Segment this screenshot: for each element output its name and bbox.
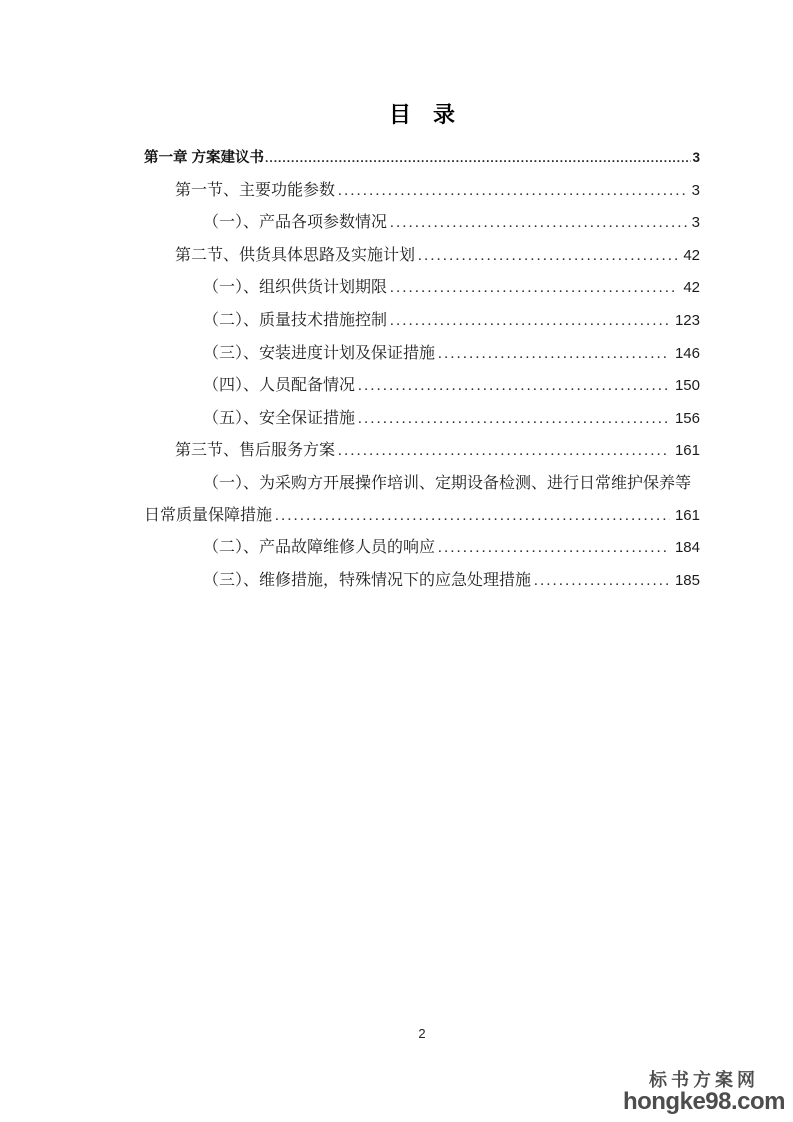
toc-entry[interactable] bbox=[144, 175, 700, 208]
toc-entry-text: （二）、质量技术措施控制 bbox=[203, 311, 388, 329]
toc-entry-text: （一）、产品各项参数情况 bbox=[203, 214, 388, 232]
toc-entry[interactable] bbox=[144, 435, 700, 468]
toc-entry-text: （三）、安装进度计划及保证措施 bbox=[203, 344, 436, 362]
watermark-site-url: hongke98.com bbox=[622, 1088, 785, 1115]
toc-entry[interactable] bbox=[144, 370, 700, 403]
toc-entry-page: 146 bbox=[674, 344, 700, 362]
toc-entry-page: 161 bbox=[674, 442, 700, 460]
toc-leader-dots bbox=[265, 143, 691, 175]
page-number: 2 bbox=[418, 1026, 426, 1041]
toc-list bbox=[144, 142, 700, 597]
toc-entry-text: （一）、组织供货计划期限 bbox=[203, 279, 388, 297]
toc-leader-dots bbox=[438, 338, 670, 371]
toc-entry-page: 3 bbox=[691, 214, 700, 232]
toc-entry[interactable] bbox=[144, 240, 700, 273]
toc-leader-dots bbox=[358, 403, 670, 436]
toc-entry[interactable] bbox=[144, 305, 700, 338]
toc-entry-text: 第一章 方案建议书 bbox=[144, 150, 265, 166]
toc-entry-page: 42 bbox=[683, 246, 700, 264]
toc-entry-page: 42 bbox=[683, 279, 700, 297]
toc-entry-page: 161 bbox=[674, 506, 700, 524]
toc-entry-page: 123 bbox=[674, 311, 700, 329]
toc-leader-dots bbox=[390, 272, 678, 305]
toc-title: 目 录 bbox=[388, 102, 455, 127]
toc-leader-dots bbox=[418, 240, 678, 273]
toc-entry-page: 3 bbox=[691, 181, 700, 199]
toc-leader-dots bbox=[534, 565, 670, 598]
toc-entry[interactable] bbox=[144, 468, 700, 500]
toc-entry-text: （一）、为采购方开展操作培训、定期设备检测、进行日常维护保养等 bbox=[203, 474, 692, 492]
toc-entry-page: 3 bbox=[692, 150, 700, 165]
toc-entry-text: 第三节、售后服务方案 bbox=[175, 442, 336, 460]
toc-entry[interactable] bbox=[144, 565, 700, 598]
toc-entry-text: （二）、产品故障维修人员的响应 bbox=[203, 539, 436, 557]
toc-entry-text: （五）、安全保证措施 bbox=[203, 409, 356, 427]
watermark bbox=[623, 1070, 785, 1114]
toc-entry-page: 156 bbox=[674, 409, 700, 427]
toc-entry-text: （四）、人员配备情况 bbox=[203, 377, 356, 395]
toc-entry-page: 185 bbox=[674, 571, 700, 589]
toc-leader-dots bbox=[275, 500, 670, 533]
toc-entry-text: 第一节、主要功能参数 bbox=[175, 181, 336, 199]
toc-leader-dots bbox=[438, 532, 670, 565]
toc-leader-dots bbox=[390, 207, 687, 240]
toc-leader-dots bbox=[390, 305, 670, 338]
toc-entry[interactable] bbox=[144, 532, 700, 565]
toc-entry[interactable] bbox=[144, 403, 700, 436]
toc-entry[interactable] bbox=[144, 142, 700, 175]
toc-entry-text: 第二节、供货具体思路及实施计划 bbox=[175, 246, 416, 264]
toc-entry-text: 日常质量保障措施 bbox=[144, 506, 273, 524]
toc-entry-page: 184 bbox=[674, 539, 700, 557]
toc-entry-text: （三）、维修措施，特殊情况下的应急处理措施 bbox=[203, 571, 532, 589]
toc-entry[interactable] bbox=[144, 338, 700, 371]
toc-entry[interactable] bbox=[144, 207, 700, 240]
toc-entry-page: 150 bbox=[674, 377, 700, 395]
toc-entry[interactable] bbox=[144, 500, 700, 533]
toc-leader-dots bbox=[358, 370, 670, 403]
toc-leader-dots bbox=[338, 175, 687, 208]
watermark-site-name: 标书方案网 bbox=[648, 1070, 759, 1090]
toc-leader-dots bbox=[338, 435, 670, 468]
toc-entry[interactable] bbox=[144, 272, 700, 305]
